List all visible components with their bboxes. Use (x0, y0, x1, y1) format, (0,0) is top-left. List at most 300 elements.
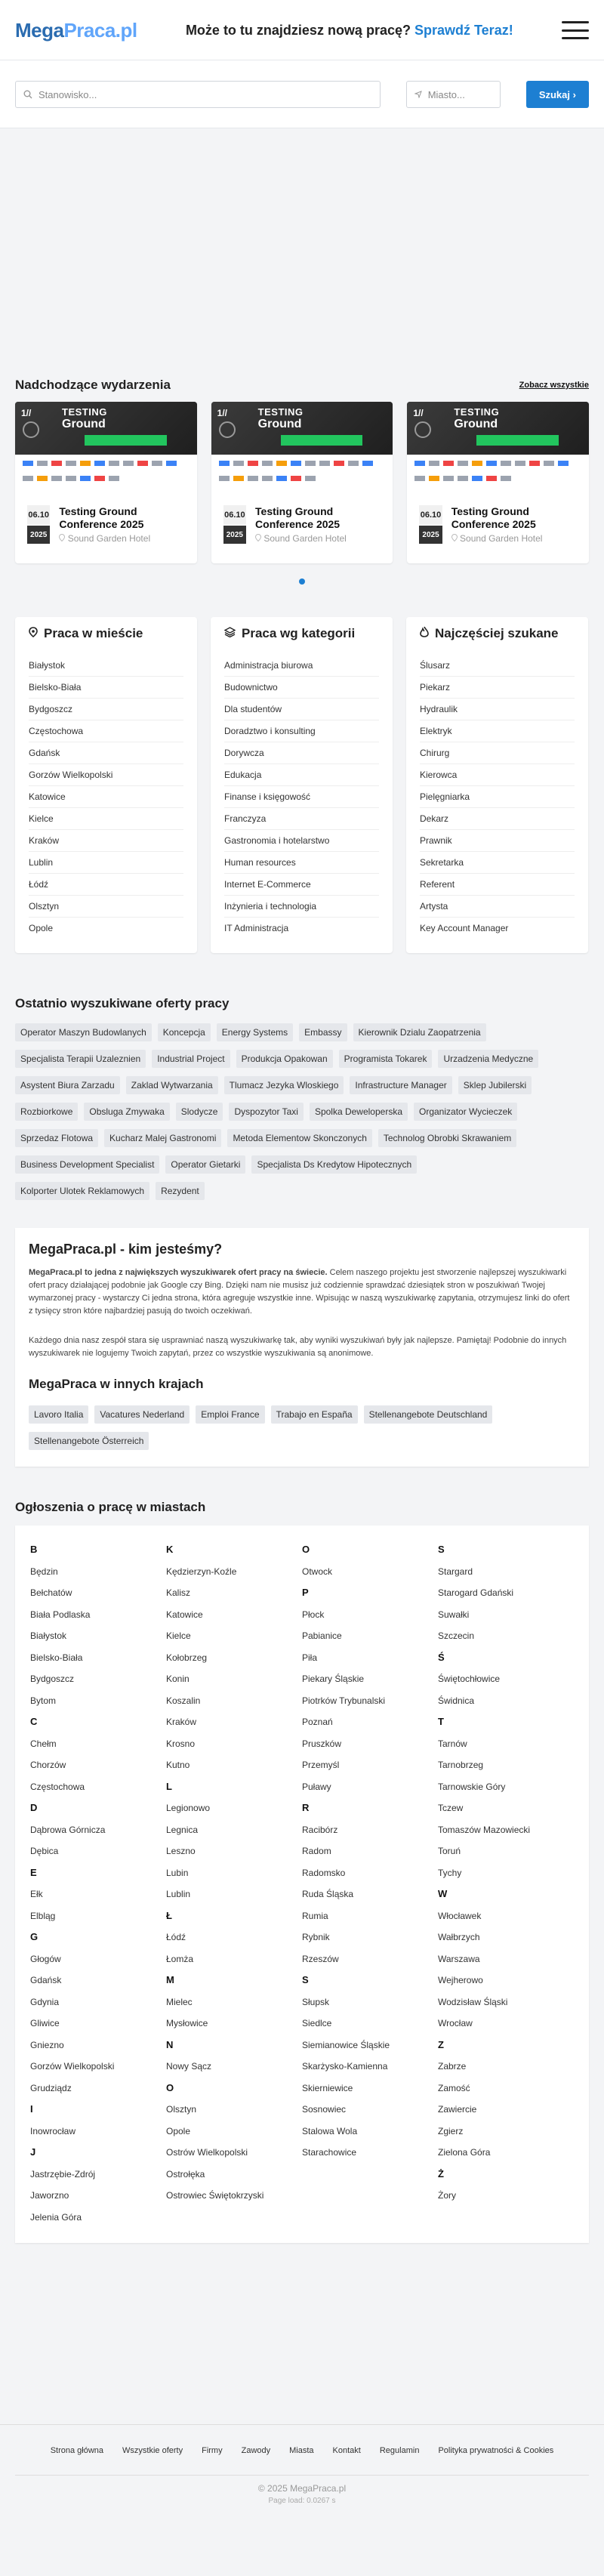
city-link[interactable]: Łomża (166, 1953, 194, 1964)
city-link[interactable]: Jaworzno (30, 2190, 69, 2201)
location-pin-icon (59, 534, 65, 541)
recent-search-tag[interactable]: Energy Systems (217, 1023, 293, 1041)
recent-search-tag[interactable]: Kierownik Dzialu Zaopatrzenia (353, 1023, 486, 1041)
event-year: 2025 (223, 526, 246, 544)
category-link[interactable]: Elektryk (420, 720, 575, 742)
event-year: 2025 (27, 526, 50, 544)
city-letter-heading: C (30, 1716, 38, 1727)
category-link[interactable]: Dla studentów (224, 699, 379, 720)
city-letter-heading: B (30, 1544, 38, 1555)
city-link[interactable]: Gorzów Wielkopolski (30, 2061, 115, 2072)
city-link[interactable]: Skierniewice (302, 2082, 353, 2093)
city-link[interactable]: Pruszków (302, 1738, 342, 1749)
event-location (451, 533, 577, 544)
tagline-cta[interactable]: Sprawdź Teraz! (414, 22, 513, 38)
category-link[interactable]: Edukacja (224, 764, 379, 786)
city-link[interactable]: Poznań (302, 1717, 333, 1727)
category-link[interactable]: Piekarz (420, 677, 575, 699)
category-link[interactable]: Bielsko-Biała (29, 677, 183, 699)
city-letter-heading: S (302, 1974, 309, 1985)
events-carousel (15, 402, 589, 563)
city-link[interactable]: Wrocław (438, 2018, 473, 2028)
recent-search-tag[interactable]: Rozbiorkowe (15, 1103, 78, 1121)
footer-nav-link[interactable]: Firmy (202, 2446, 223, 2455)
city-link[interactable]: Piła (302, 1652, 318, 1663)
position-search-input[interactable] (15, 81, 381, 108)
city-link[interactable]: Kędzierzyn-Koźle (166, 1566, 237, 1577)
category-link[interactable]: Budownictwo (224, 677, 379, 699)
category-link[interactable]: Dekarz (420, 808, 575, 830)
city-search-input[interactable] (406, 81, 501, 108)
city-letter-heading: T (438, 1716, 444, 1727)
city-link[interactable]: Żory (438, 2190, 456, 2201)
location-pin-icon (451, 534, 458, 541)
city-link[interactable]: Gniezno (30, 2039, 64, 2050)
city-link[interactable]: Otwock (302, 1566, 333, 1577)
city-link[interactable]: Lublin (166, 1889, 191, 1899)
city-link[interactable]: Bytom (30, 1695, 57, 1706)
recent-search-tag[interactable]: Operator Maszyn Budowlanych (15, 1023, 152, 1041)
city-link[interactable]: Częstochowa (30, 1781, 85, 1792)
about-paragraph-2: Każdego dnia nasz zespół stara się usprawniać naszą wyszukiwarkę tak, aby wyniki wyszukiwań były jak najlepsze. Pamiętaj! Podobnie do innych wyszukiwarek nie logujemy Twoich zapytań, przez co wszystkie wyszukiwania są anonimowe. (29, 1336, 567, 1358)
recent-search-tag[interactable]: Kolporter Ulotek Reklamowych (15, 1182, 149, 1200)
city-link[interactable]: Rzeszów (302, 1953, 339, 1964)
category-link[interactable]: Lublin (29, 852, 183, 874)
city-letter-heading: Ż (438, 2167, 444, 2180)
city-link[interactable]: Kołobrzeg (166, 1652, 208, 1663)
city-link[interactable]: Rumia (302, 1910, 328, 1921)
other-countries-tags (29, 1405, 575, 1450)
recent-search-tag[interactable]: Metoda Elementow Skonczonych (227, 1129, 371, 1147)
recent-search-tag[interactable]: Industrial Project (152, 1050, 230, 1068)
city-link[interactable]: Warszawa (438, 1953, 480, 1964)
category-title-text: Praca w mieście (44, 626, 143, 640)
city-letter-heading: P (302, 1587, 309, 1598)
recent-search-tag[interactable]: Business Development Specialist (15, 1155, 159, 1174)
city-letter-heading: O (166, 2081, 174, 2093)
event-day: 06.10 (27, 505, 50, 525)
category-link[interactable]: Katowice (29, 786, 183, 808)
city-link[interactable]: Zawiercie (438, 2104, 477, 2115)
category-link[interactable]: Chirurg (420, 742, 575, 764)
category-link[interactable]: Gdańsk (29, 742, 183, 764)
recent-search-tag[interactable]: Programista Tokarek (339, 1050, 433, 1068)
event-info (255, 505, 381, 544)
category-link[interactable]: Finanse i księgowość (224, 786, 379, 808)
city-link[interactable]: Świętochłowice (438, 1674, 501, 1684)
recent-search-tag[interactable]: Sprzedaz Flotowa (15, 1129, 98, 1147)
event-image-mark: 1// (217, 408, 228, 418)
event-card[interactable] (15, 402, 197, 563)
about-lead: MegaPraca.pl to jedna z największych wyszukiwarek ofert pracy na świecie. (29, 1268, 328, 1277)
city-link[interactable]: Gdynia (30, 1996, 60, 2007)
category-link[interactable]: Inżynieria i technologia (224, 896, 379, 918)
recent-search-tag[interactable]: Dyspozytor Taxi (229, 1103, 303, 1121)
city-link[interactable]: Bydgoszcz (30, 1674, 75, 1684)
map-pin-icon (29, 626, 38, 641)
hamburger-menu-icon[interactable] (562, 21, 589, 39)
category-link[interactable]: Bydgoszcz (29, 699, 183, 720)
event-date (419, 505, 442, 544)
city-letter-heading: O (302, 1544, 310, 1555)
category-link[interactable]: Białystok (29, 655, 183, 677)
event-date (223, 505, 246, 544)
event-image-line1: TESTING (62, 406, 107, 418)
search-bar (0, 60, 604, 128)
about-title: MegaPraca.pl - kim jesteśmy? (29, 1242, 223, 1257)
city-letter-heading: J (30, 2146, 36, 2158)
city-link[interactable]: Nowy Sącz (166, 2061, 212, 2072)
country-site-link[interactable]: Emploi France (196, 1405, 264, 1424)
tagline-text: Może to tu znajdziesz nową pracę? (185, 22, 411, 38)
category-boxes (15, 617, 589, 953)
event-image-mark: 1// (413, 408, 424, 418)
event-card[interactable] (407, 402, 589, 563)
city-link[interactable]: Szczecin (438, 1630, 475, 1641)
city-link[interactable]: Głogów (30, 1953, 61, 1964)
city-link[interactable]: Grudziądz (30, 2082, 72, 2093)
city-link[interactable]: Tarnobrzeg (438, 1760, 484, 1770)
footer-nav-link[interactable]: Miasta (289, 2446, 314, 2455)
copyright: © 2025 MegaPraca.pl (257, 2483, 347, 2494)
carousel-dots[interactable] (15, 575, 589, 587)
city-link[interactable]: Zielona Góra (438, 2147, 491, 2158)
city-letter-heading: L (166, 1780, 172, 1792)
city-link[interactable]: Tczew (438, 1803, 464, 1813)
category-box (15, 617, 197, 953)
other-countries-title: MegaPraca w innych krajach (29, 1377, 204, 1391)
city-link[interactable]: Leszno (166, 1846, 196, 1856)
city-link[interactable]: Wałbrzych (438, 1932, 480, 1942)
location-pin-icon (255, 534, 261, 541)
city-letter-heading: Z (438, 2038, 444, 2050)
about-section (15, 1228, 589, 1467)
category-link[interactable]: Doradztwo i konsulting (224, 720, 379, 742)
category-link[interactable]: Kraków (29, 830, 183, 852)
event-location-text: Sound Garden Hotel (460, 533, 543, 544)
recent-search-tag[interactable]: Produkcja Opakowan (236, 1050, 333, 1068)
city-link[interactable]: Legnica (166, 1824, 199, 1835)
city-link[interactable]: Bielsko-Biała (30, 1652, 83, 1663)
site-footer (0, 2424, 604, 2543)
city-link[interactable]: Łódź (166, 1932, 186, 1942)
event-image-line2: Ground (62, 418, 106, 430)
city-link[interactable]: Opole (166, 2125, 191, 2136)
city-link[interactable]: Gdańsk (30, 1975, 62, 1985)
sponsor-logos (211, 455, 393, 493)
recent-search-tag[interactable]: Asystent Biura Zarzadu (15, 1076, 120, 1094)
recent-search-tag[interactable]: Koncepcja (158, 1023, 211, 1041)
city-link[interactable]: Ostrołęka (166, 2168, 205, 2180)
event-body (407, 493, 589, 556)
city-letter-heading: N (166, 2038, 174, 2050)
city-link[interactable]: Radomsko (302, 1867, 346, 1878)
event-info (451, 505, 577, 544)
city-link[interactable]: Tomaszów Mazowiecki (438, 1824, 531, 1835)
city-link[interactable]: Lubin (166, 1867, 189, 1878)
about-paragraph-1 (29, 1266, 575, 1318)
city-column (438, 1539, 574, 2228)
search-button[interactable]: Szukaj › (526, 81, 589, 108)
see-all-events-link[interactable]: Zobacz wszystkie (519, 381, 589, 390)
carousel-dot-active[interactable] (299, 578, 305, 585)
recent-search-tag[interactable]: Obsluga Zmywaka (84, 1103, 169, 1121)
city-column (30, 1539, 166, 2228)
category-link[interactable]: Ślusarz (420, 655, 575, 677)
city-link[interactable]: Puławy (302, 1781, 331, 1792)
city-link[interactable]: Piekary Śląskie (302, 1674, 365, 1684)
city-link[interactable]: Starachowice (302, 2147, 357, 2158)
city-link[interactable]: Legionowo (166, 1803, 211, 1813)
category-title (29, 626, 183, 641)
city-link[interactable]: Białystok (30, 1630, 67, 1641)
city-link[interactable]: Konin (166, 1674, 190, 1684)
city-letter-heading: S (438, 1544, 445, 1555)
recent-search-tag[interactable]: Spolka Deweloperska (310, 1103, 408, 1121)
city-link[interactable]: Zgierz (438, 2125, 464, 2136)
event-info (59, 505, 184, 544)
events-title: Nadchodzące wydarzenia (15, 378, 171, 392)
recent-search-tag[interactable]: Organizator Wycieczek (414, 1103, 517, 1121)
city-link[interactable]: Stalowa Wola (302, 2125, 358, 2136)
recent-search-tag[interactable]: Kucharz Malej Gastronomi (104, 1129, 221, 1147)
about-body: Celem naszego projektu jest stworzenie najlepszej wyszukiwarki ofert pracy działającej podobnie jak Google czy Bing. Dzięki nam nie musisz już codziennie sprawdzać dziesiątek stron w poszukiwań Twojej wymarzonej pracy - wystarczy Ci jedna strona, która agreguje wszystkie inne. Wpisując w naszą wyszukiwarkę zapytania, otrzymujesz linki do ofert z tysięcy stron które najbardziej pasują do twoich oczekiwań. (29, 1268, 570, 1316)
category-link[interactable]: Gastronomia i hotelarstwo (224, 830, 379, 852)
city-link[interactable]: Siemianowice Śląskie (302, 2039, 390, 2050)
country-site-link[interactable]: Stellenangebote Österreich (29, 1432, 149, 1450)
recent-search-tag[interactable]: Embassy (299, 1023, 347, 1041)
category-link[interactable]: Gorzów Wielkopolski (29, 764, 183, 786)
recent-search-tag[interactable]: Rezydent (156, 1182, 205, 1200)
recent-search-tag[interactable]: Operator Gietarki (165, 1155, 245, 1174)
cities-list (15, 1526, 589, 2243)
logo-part1: Mega (15, 18, 64, 42)
city-link[interactable]: Dębica (30, 1846, 59, 1856)
city-link[interactable]: Racibórz (302, 1824, 338, 1835)
city-link[interactable]: Elbląg (30, 1910, 56, 1921)
city-link[interactable]: Włocławek (438, 1910, 482, 1921)
search-icon (23, 90, 32, 99)
category-link[interactable]: Human resources (224, 852, 379, 874)
layers-icon (224, 626, 236, 641)
footer-nav-link[interactable]: Wszystkie oferty (122, 2446, 183, 2455)
city-link[interactable]: Bełchatów (30, 1587, 72, 1598)
city-link[interactable]: Suwałki (438, 1609, 470, 1620)
city-link[interactable]: Słupsk (302, 1996, 330, 2007)
city-link[interactable]: Mielec (166, 1996, 193, 2007)
city-link[interactable]: Kutno (166, 1760, 190, 1770)
city-column (302, 1539, 438, 2228)
recent-search-tag[interactable]: Technolog Obrobki Skrawaniem (378, 1129, 516, 1147)
city-letter-heading: M (166, 1974, 174, 1985)
city-link[interactable]: Przemyśl (302, 1760, 340, 1770)
city-link[interactable]: Radom (302, 1846, 331, 1856)
city-letter-heading: K (166, 1544, 174, 1555)
city-link[interactable]: Chełm (30, 1738, 57, 1749)
footer-nav-link[interactable]: Zawody (241, 2446, 271, 2455)
footer-nav-link[interactable]: Kontakt (332, 2446, 361, 2455)
category-link[interactable]: Prawnik (420, 830, 575, 852)
city-link[interactable]: Zabrze (438, 2061, 467, 2072)
city-link[interactable]: Inowrocław (30, 2125, 76, 2136)
event-day: 06.10 (419, 505, 442, 525)
recent-search-tag[interactable]: Specjalista Ds Kredytow Hipotecznych (251, 1155, 417, 1174)
category-link[interactable]: Kielce (29, 808, 183, 830)
category-link[interactable]: Opole (29, 923, 54, 933)
city-link[interactable]: Zamość (438, 2082, 470, 2093)
category-link[interactable]: Kierowca (420, 764, 575, 786)
category-box (211, 617, 393, 953)
country-site-link[interactable]: Lavoro Italia (29, 1405, 88, 1424)
category-link[interactable]: Referent (420, 874, 575, 896)
event-location (59, 533, 184, 544)
city-link[interactable]: Koszalin (166, 1695, 201, 1706)
category-title-text: Najczęściej szukane (435, 626, 559, 640)
city-link[interactable]: Starogard Gdański (438, 1587, 514, 1598)
footer-nav-link[interactable]: Polityka prywatności & Cookies (438, 2446, 554, 2455)
city-link[interactable]: Ruda Śląska (302, 1889, 354, 1899)
city-link[interactable]: Biała Podlaska (30, 1609, 91, 1620)
city-link[interactable]: Ełk (30, 1889, 43, 1899)
event-image-line2: Ground (257, 418, 302, 430)
footer-nav-link[interactable]: Regulamin (379, 2446, 420, 2455)
city-link[interactable]: Tarnów (438, 1738, 467, 1749)
category-link[interactable]: Hydraulik (420, 699, 575, 720)
city-link[interactable]: Katowice (166, 1609, 203, 1620)
category-link[interactable]: IT Administracja (224, 923, 289, 933)
category-link[interactable]: Pielęgniarka (420, 786, 575, 808)
city-link[interactable]: Stargard (438, 1566, 473, 1577)
event-image (211, 402, 393, 493)
recent-search-tag[interactable]: Urzadzenia Medyczne (438, 1050, 538, 1068)
event-image-line1: TESTING (454, 406, 500, 418)
city-letter-heading: Ś (438, 1651, 445, 1663)
category-box (406, 617, 588, 953)
city-link[interactable]: Jastrzębie-Zdrój (30, 2168, 96, 2180)
event-name[interactable]: Testing Ground Conference 2025 (255, 505, 341, 530)
event-body (15, 493, 197, 556)
tagline (186, 23, 513, 39)
city-link[interactable]: Będzin (30, 1566, 58, 1577)
city-link[interactable]: Kielce (166, 1630, 191, 1641)
city-link[interactable]: Płock (302, 1609, 325, 1620)
city-letter-heading: R (302, 1802, 310, 1813)
category-link[interactable]: Artysta (420, 896, 575, 918)
category-link[interactable]: Franczyza (224, 808, 379, 830)
city-link[interactable]: Piotrków Trybunalski (302, 1695, 386, 1706)
city-letter-heading: G (30, 1931, 39, 1942)
category-link[interactable]: Administracja biurowa (224, 655, 379, 677)
event-location-text: Sound Garden Hotel (263, 533, 347, 544)
recent-search-tag[interactable]: Slodycze (176, 1103, 223, 1121)
recent-search-tag[interactable]: Sklep Jubilerski (458, 1076, 532, 1094)
city-link[interactable]: Tychy (438, 1867, 462, 1878)
city-link[interactable]: Olsztyn (166, 2104, 197, 2115)
event-image-line1: TESTING (257, 406, 304, 418)
category-link[interactable]: Sekretarka (420, 852, 575, 874)
city-link[interactable]: Dąbrowa Górnicza (30, 1824, 106, 1835)
city-link[interactable]: Kraków (166, 1717, 197, 1727)
logo[interactable] (15, 19, 137, 42)
recent-search-tag[interactable]: Zaklad Wytwarzania (126, 1076, 218, 1094)
city-link[interactable]: Gliwice (30, 2018, 60, 2028)
cities-title: Ogłoszenia o pracę w miastach (15, 1500, 206, 1514)
city-link[interactable]: Świdnica (438, 1695, 475, 1706)
category-link[interactable]: Dorywcza (224, 742, 379, 764)
city-placeholder: Miasto... (427, 88, 465, 100)
city-link[interactable]: Wodzisław Śląski (438, 1996, 508, 2007)
event-location (255, 533, 381, 544)
category-link[interactable]: Łódź (29, 874, 183, 896)
event-name[interactable]: Testing Ground Conference 2025 (59, 505, 144, 530)
recent-search-tag[interactable]: Infrastructure Manager (350, 1076, 451, 1094)
site-header (0, 0, 604, 60)
recent-searches-title: Ostatnio wyszukiwane oferty pracy (15, 996, 230, 1010)
city-link[interactable]: Wejherowo (438, 1975, 483, 1985)
category-link[interactable]: Częstochowa (29, 720, 183, 742)
city-column (166, 1539, 302, 2228)
city-link[interactable]: Mysłowice (166, 2018, 208, 2028)
event-image (15, 402, 197, 493)
city-link[interactable]: Krosno (166, 1738, 196, 1749)
city-letter-heading: W (438, 1888, 448, 1899)
city-link[interactable]: Kalisz (166, 1587, 191, 1598)
country-site-link[interactable]: Stellenangebote Deutschland (364, 1405, 493, 1424)
city-link[interactable]: Skarżysko-Kamienna (302, 2061, 388, 2072)
recent-searches-tags (15, 1023, 544, 1200)
event-name[interactable]: Testing Ground Conference 2025 (451, 505, 536, 530)
category-link[interactable]: Internet E-Commerce (224, 874, 379, 896)
position-placeholder: Stanowisko... (39, 88, 97, 100)
country-site-link[interactable]: Trabajo en España (271, 1405, 358, 1424)
sponsor-logos (407, 455, 589, 493)
event-year: 2025 (419, 526, 442, 544)
location-arrow-icon (414, 91, 422, 98)
country-site-link[interactable]: Vacatures Nederland (94, 1405, 190, 1424)
city-link[interactable]: Rybnik (302, 1932, 330, 1942)
event-card[interactable] (211, 402, 393, 563)
city-link[interactable]: Pabianice (302, 1630, 342, 1641)
city-link[interactable]: Ostrowiec Świętokrzyski (166, 2190, 264, 2201)
city-letter-heading: E (30, 1866, 37, 1878)
city-letter-heading: I (30, 2103, 33, 2115)
event-image-mark: 1// (21, 408, 32, 418)
sponsor-logos (15, 455, 197, 493)
category-link[interactable]: Olsztyn (29, 896, 183, 918)
logo-part2: Praca.pl (63, 18, 137, 42)
city-link[interactable]: Ostrów Wielkopolski (166, 2147, 248, 2158)
city-link[interactable]: Tarnowskie Góry (438, 1781, 506, 1792)
recent-search-tag[interactable]: Specjalista Terapii Uzaleznien (15, 1050, 146, 1068)
footer-nav-link[interactable]: Strona główna (50, 2446, 104, 2455)
city-link[interactable]: Chorzów (30, 1760, 66, 1770)
event-day: 06.10 (223, 505, 246, 525)
city-link[interactable]: Siedlce (302, 2018, 332, 2028)
city-letter-heading: Ł (166, 1909, 172, 1921)
city-link[interactable]: Toruń (438, 1846, 461, 1856)
city-link[interactable]: Jelenia Góra (30, 2211, 82, 2223)
city-link[interactable]: Sosnowiec (302, 2104, 347, 2115)
ad-space (0, 128, 604, 378)
event-body (211, 493, 393, 556)
event-location-text: Sound Garden Hotel (67, 533, 151, 544)
flame-icon (420, 626, 429, 641)
recent-search-tag[interactable]: Tlumacz Jezyka Wloskiego (224, 1076, 344, 1094)
city-letter-heading: D (30, 1802, 38, 1813)
category-link[interactable]: Key Account Manager (420, 923, 509, 933)
category-title (224, 626, 379, 641)
event-image-line2: Ground (454, 418, 498, 430)
